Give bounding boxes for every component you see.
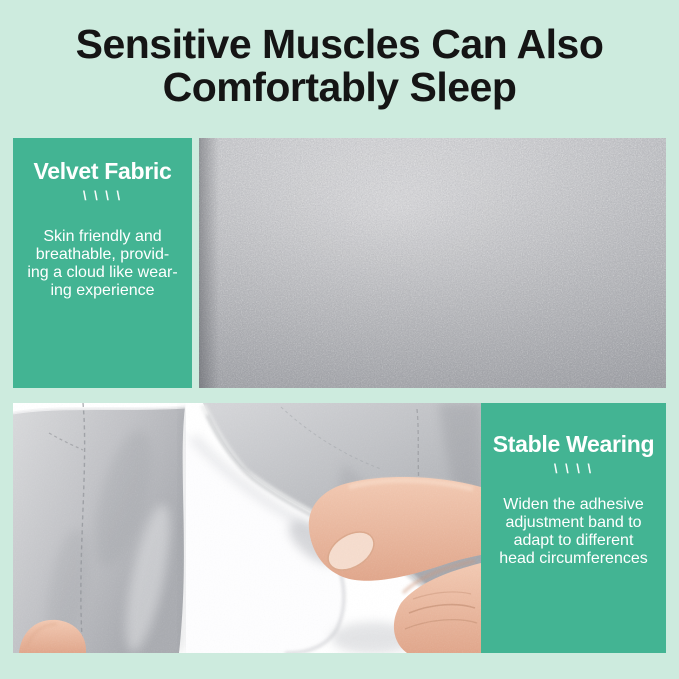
page-title [0,0,679,109]
title-line-2: Comfortably Sleep [162,64,517,110]
stable-wearing-panel [13,403,666,653]
feature-body-line: head circumferences [499,550,648,567]
velvet-shade-left [199,138,219,388]
velvet-fabric-heading: Velvet Fabric [33,158,172,184]
velvet-texture-photo [199,138,666,388]
slash-marks-icon: \ \ \ \ [553,461,594,476]
photo-grain-dark [13,403,481,653]
slash-marks-icon: \ \ \ \ [82,188,123,203]
velvet-fabric-panel [13,138,666,388]
feature-body-line: Widen the adhesive [503,496,644,513]
velvet-shade-bottom [199,138,666,388]
velvet-texture-image [199,138,666,388]
feature-body-line: adjustment band to [505,514,642,531]
feature-body-line: ing a cloud like wear- [27,264,178,281]
feature-body-line: breathable, provid- [35,246,170,263]
title-line-1: Sensitive Muscles Can Also [75,21,604,67]
stable-wearing-heading: Stable Wearing [492,431,655,457]
feature-body-line: Skin friendly and [43,228,162,245]
stable-wearing-card [481,403,666,653]
feature-body-line: adapt to different [513,532,634,549]
velvet-fabric-card [13,138,192,388]
feature-body-line: ing experience [50,282,155,299]
adjustment-band-photo [13,403,481,653]
band-pull-image [13,403,481,653]
